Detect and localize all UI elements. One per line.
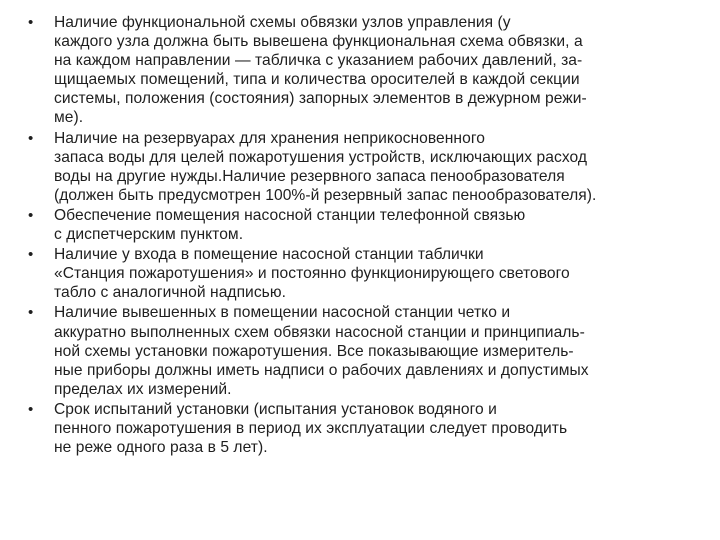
bullet-dot-icon: •: [28, 304, 34, 322]
bullet-list: [28, 13, 692, 458]
text-line: Обеспечение помещения насосной станции телефонной связью: [54, 206, 526, 224]
text-line: запаса воды для целей пожаротушения устройств, исключающих расход: [54, 148, 588, 166]
list-item: [28, 400, 692, 457]
text-line: воды на другие нужды.Наличие резервного запаса пенообразователя: [54, 167, 565, 185]
bullet-dot-icon: •: [28, 246, 34, 264]
text-line: Наличие вывешенных в помещении насосной станции четко и: [54, 304, 511, 322]
bullet-dot-icon: •: [28, 129, 34, 147]
bullet-dot-icon: •: [28, 400, 34, 418]
list-item: [28, 13, 692, 128]
text-line: не реже одного раза в 5 лет).: [54, 439, 268, 457]
text-line: (должен быть предусмотрен 100%-й резервный запас пенообразователя).: [54, 186, 597, 204]
bullet-dot-icon: •: [28, 206, 34, 224]
text-line: пределах их измерений.: [54, 380, 232, 398]
text-line: каждого узла должна быть вывешена функциональная схема обвязки, а: [54, 33, 583, 51]
list-item: [28, 206, 692, 244]
text-line: на каждом направлении — табличка с указанием рабочих давлений, за-: [54, 52, 583, 70]
text-line: Наличие на резервуарах для хранения неприкосновенного: [54, 129, 485, 147]
text-line: табло с аналогичной надписью.: [54, 284, 286, 302]
text-line: Срок испытаний установки (испытания установок водяного и: [54, 400, 497, 418]
text-line: аккуратно выполненных схем обвязки насосной станции и принципиаль-: [54, 323, 585, 341]
text-line: ной схемы установки пожаротушения. Все показывающие измеритель-: [54, 342, 574, 360]
text-line: Наличие у входа в помещение насосной станции таблички: [54, 246, 484, 264]
list-item: [28, 303, 692, 398]
text-line: «Станция пожаротушения» и постоянно функционирующего светового: [54, 265, 570, 283]
list-item: [28, 245, 692, 302]
text-line: ные приборы должны иметь надписи о рабочих давлениях и допустимых: [54, 361, 589, 379]
text-line: щищаемых помещений, типа и количества оросителей в каждой секции: [54, 71, 580, 89]
text-line: системы, положения (состояния) запорных элементов в дежурном режи-: [54, 90, 587, 108]
list-item: [28, 129, 692, 205]
text-line: ме).: [54, 109, 84, 127]
bullet-dot-icon: •: [28, 14, 34, 31]
text-line: Наличие функциональной схемы обвязки узлов управления (у: [54, 14, 511, 31]
text-line: с диспетчерским пунктом.: [54, 226, 244, 244]
text-line: пенного пожаротушения в период их эксплуатации следует проводить: [54, 419, 568, 437]
